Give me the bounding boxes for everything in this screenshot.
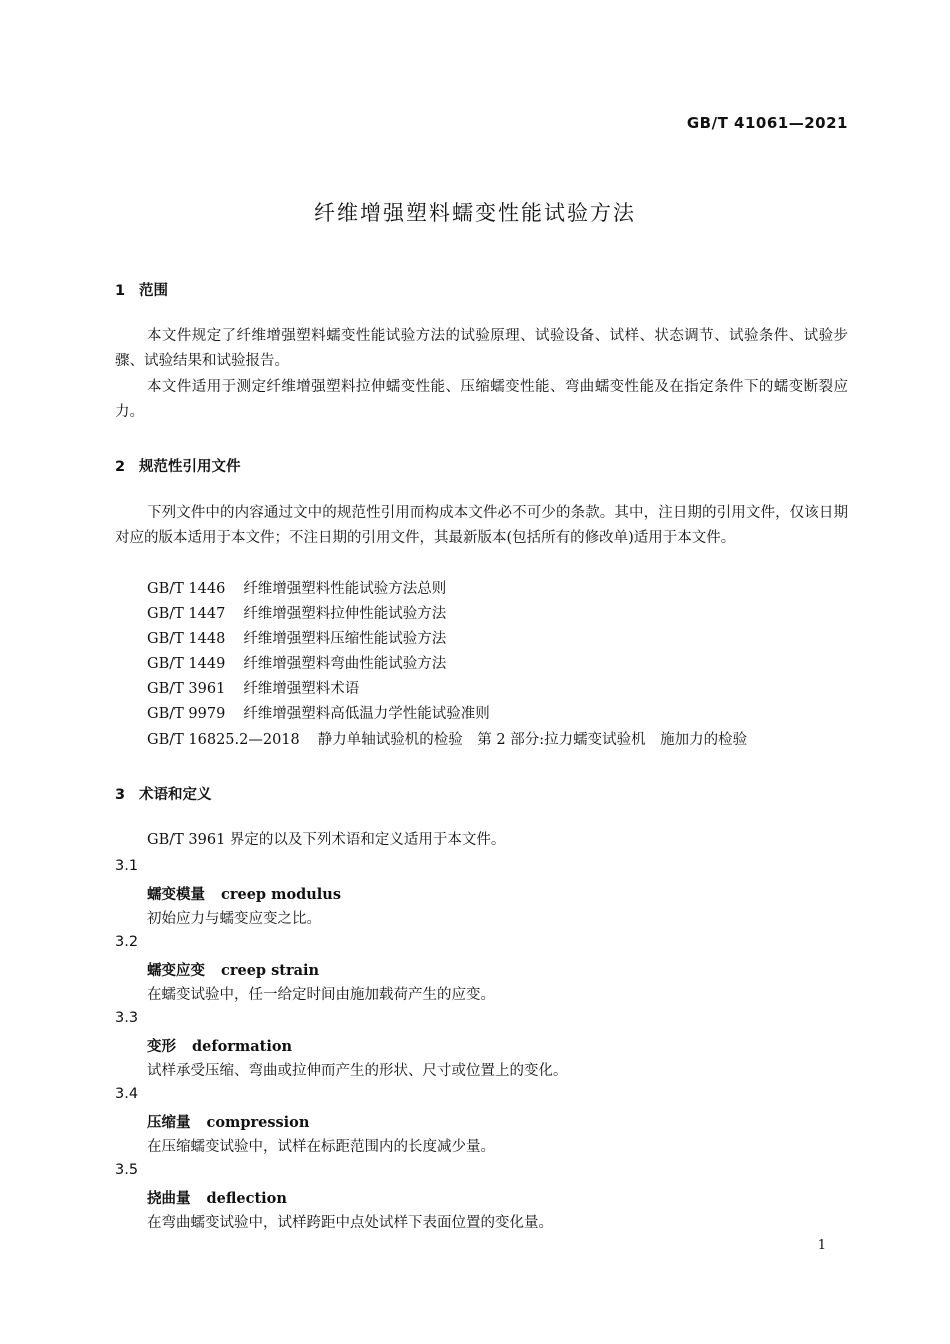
reference-code: GB/T 1448 [147, 631, 226, 647]
standard-code: GB/T 41061—2021 [686, 114, 848, 132]
reference-item [147, 627, 446, 652]
terms-intro: GB/T 3961 界定的以及下列术语和定义适用于本文件。 [147, 832, 506, 848]
term-number: 3.5 [115, 1162, 139, 1178]
section-title: 范围 [139, 283, 168, 299]
page-number: 1 [817, 1238, 826, 1253]
reference-item [147, 602, 446, 627]
term-chinese: 压缩量 [147, 1115, 191, 1131]
term-english: creep modulus [221, 886, 342, 903]
term-number: 3.2 [115, 934, 139, 950]
section-number: 2 [115, 459, 126, 475]
reference-title: 纤维增强塑料弯曲性能试验方法 [243, 656, 447, 672]
term-number: 3.3 [115, 1010, 139, 1026]
reference-code: GB/T 3961 [147, 681, 226, 697]
reference-item [147, 702, 490, 727]
reference-title: 纤维增强塑料压缩性能试验方法 [243, 631, 447, 647]
reference-code: GB/T 1447 [147, 606, 226, 622]
term-entry [147, 1111, 309, 1132]
section-title: 术语和定义 [139, 787, 212, 803]
reference-item [147, 728, 747, 753]
term-entry [147, 1187, 287, 1208]
term-english: deformation [192, 1038, 293, 1055]
reference-title: 静力单轴试验机的检验 第 2 部分:拉力蠕变试验机 施加力的检验 [317, 732, 748, 748]
term-definition: 在压缩蠕变试验中，试样在标距范围内的长度减少量。 [147, 1139, 495, 1155]
term-english: deflection [206, 1190, 287, 1207]
section-title: 规范性引用文件 [139, 459, 241, 475]
term-english: compression [206, 1114, 310, 1131]
reference-code: GB/T 16825.2—2018 [147, 732, 300, 748]
section-heading-scope [115, 279, 168, 300]
term-definition: 初始应力与蠕变应变之比。 [147, 911, 321, 927]
term-entry [147, 1035, 292, 1056]
term-entry [147, 883, 341, 904]
document-title: 纤维增强塑料蠕变性能试验方法 [314, 201, 636, 225]
reference-title: 纤维增强塑料性能试验方法总则 [243, 581, 447, 597]
references-intro: 下列文件中的内容通过文中的规范性引用而构成本文件必不可少的条款。其中，注日期的引用文件，仅该日期对应的版本适用于本文件；不注日期的引用文件，其最新版本(包括所有的修改单)适用于本文件。 [115, 505, 848, 546]
term-entry [147, 959, 319, 980]
section-heading-references [115, 455, 241, 476]
term-chinese: 变形 [147, 1039, 176, 1055]
term-number: 3.4 [115, 1086, 139, 1102]
term-definition: 试样承受压缩、弯曲或拉伸而产生的形状、尺寸或位置上的变化。 [147, 1063, 568, 1079]
reference-item [147, 577, 446, 602]
scope-paragraph-2: 本文件适用于测定纤维增强塑料拉伸蠕变性能、压缩蠕变性能、弯曲蠕变性能及在指定条件下的蠕变断裂应力。 [115, 379, 848, 420]
reference-code: GB/T 1446 [147, 581, 226, 597]
term-chinese: 蠕变应变 [147, 963, 205, 979]
section-number: 1 [115, 283, 126, 299]
term-chinese: 蠕变模量 [147, 887, 205, 903]
section-number: 3 [115, 787, 126, 803]
reference-title: 纤维增强塑料拉伸性能试验方法 [243, 606, 447, 622]
term-chinese: 挠曲量 [147, 1191, 191, 1207]
reference-code: GB/T 1449 [147, 656, 226, 672]
reference-title: 纤维增强塑料术语 [243, 681, 360, 697]
term-english: creep strain [221, 962, 320, 979]
reference-title: 纤维增强塑料高低温力学性能试验准则 [243, 706, 490, 722]
term-definition: 在蠕变试验中，任一给定时间由施加载荷产生的应变。 [147, 987, 495, 1003]
reference-item [147, 677, 359, 702]
term-number: 3.1 [115, 858, 139, 874]
reference-code: GB/T 9979 [147, 706, 226, 722]
term-definition: 在弯曲蠕变试验中，试样跨距中点处试样下表面位置的变化量。 [147, 1215, 553, 1231]
reference-item [147, 652, 446, 677]
section-heading-terms [115, 783, 212, 804]
scope-paragraph-1: 本文件规定了纤维增强塑料蠕变性能试验方法的试验原理、试验设备、试样、状态调节、试验条件、试验步骤、试验结果和试验报告。 [115, 328, 848, 369]
